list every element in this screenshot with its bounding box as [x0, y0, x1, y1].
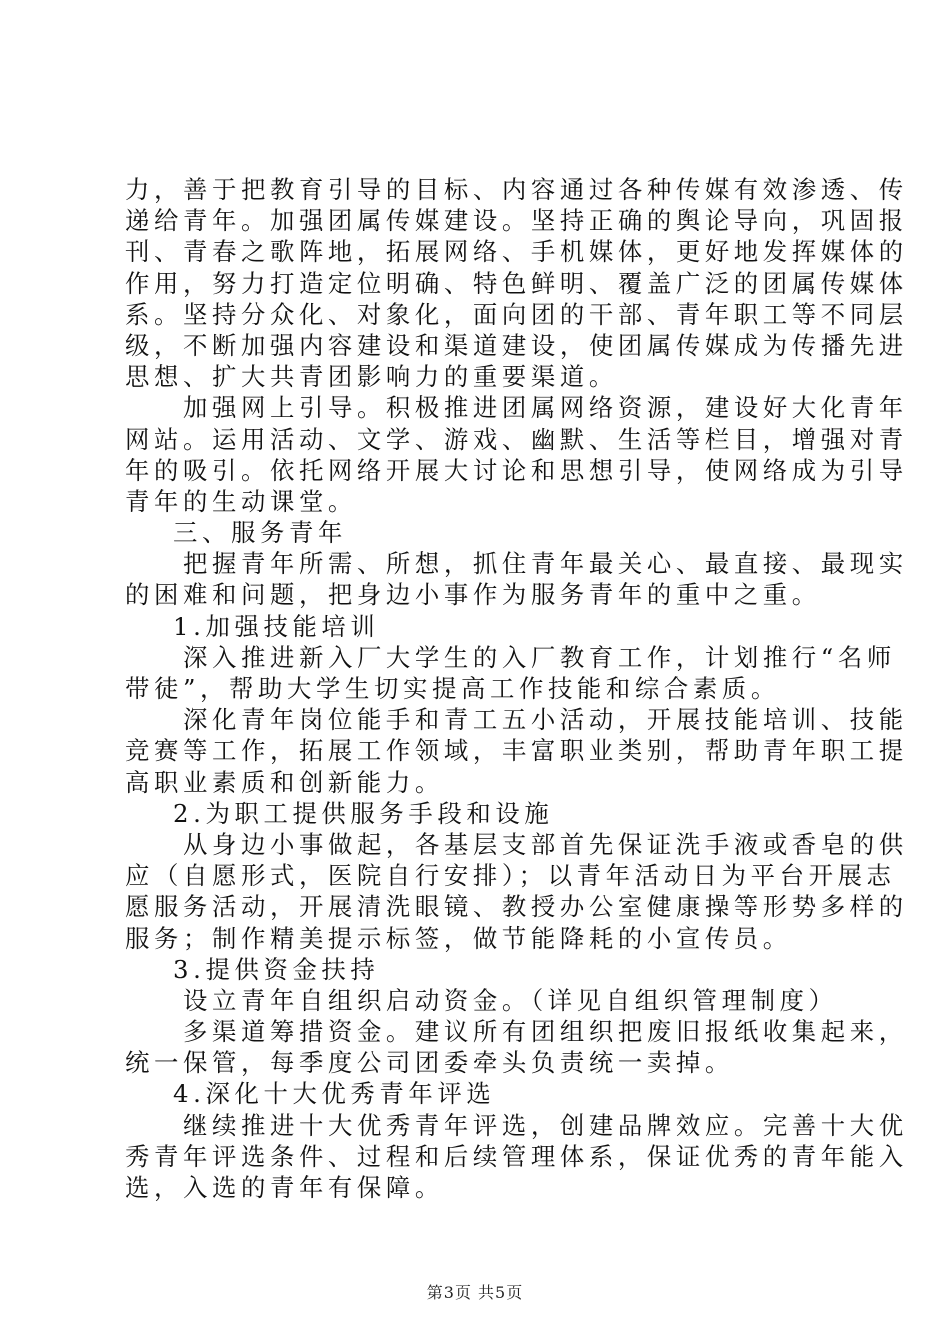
text-line: 作用，努力打造定位明确、特色鲜明、覆盖广泛的团属传媒体	[125, 268, 908, 298]
paragraph-skill-competitions	[125, 704, 908, 798]
text-line: 继续推进十大优秀青年评选，创建品牌效应。完善十大优	[183, 1110, 908, 1140]
paragraph-small-things	[125, 829, 908, 954]
text-line: 青年的生动课堂。	[125, 486, 357, 516]
paragraph-media-guidance	[125, 174, 908, 392]
text-line: 把握青年所需、所想，抓住青年最关心、最直接、最现实	[183, 549, 908, 579]
text-line: 带徒”，帮助大学生切实提高工作技能和综合素质。	[125, 674, 780, 703]
text-line: 高职业素质和创新能力。	[125, 767, 444, 797]
paragraph-new-graduates	[125, 642, 896, 704]
text-line: 的困难和问题，把身边小事作为服务青年的重中之重。	[125, 580, 821, 610]
paragraph-fundraising	[125, 1016, 908, 1078]
subheading-skill-training	[125, 611, 835, 642]
text-line: 深入推进新入厂大学生的入厂教育工作，计划推行“名师	[183, 642, 896, 672]
paragraph-online-guidance	[125, 392, 908, 517]
heading-text: 4.深化十大优秀青年评选	[173, 1079, 496, 1109]
heading-text: 1.加强技能培训	[173, 611, 380, 641]
document-body	[125, 174, 908, 1203]
text-line: 刊、青春之歌阵地，拓展网络、手机媒体，更好地发挥媒体的	[125, 237, 908, 267]
subheading-top-ten-youth	[125, 1078, 835, 1109]
subheading-funding-support	[125, 954, 835, 985]
text-line: 应（自愿形式，医院自行安排）；以青年活动日为平台开展志	[125, 861, 896, 891]
text-line: 系。坚持分众化、对象化，面向团的干部、青年职工等不同层	[125, 299, 908, 329]
text-line: 竞赛等工作，拓展工作领域，丰富职业类别，帮助青年职工提	[125, 736, 908, 766]
text-line: 思想、扩大共青团影响力的重要渠道。	[125, 362, 618, 392]
paragraph-startup-fund	[125, 985, 838, 1016]
text-line: 秀青年评选条件、过程和后续管理体系，保证优秀的青年能入	[125, 1141, 908, 1171]
text-line: 设立青年自组织启动资金。（详见自组织管理制度）	[183, 985, 838, 1015]
text-line: 服务；制作精美提示标签，做节能降耗的小宣传员。	[125, 923, 792, 953]
text-line: 级，不断加强内容建设和渠道建设，使团属传媒成为传播先进	[125, 330, 908, 360]
text-line: 愿服务活动，开展清洗眼镜、教授办公室健康操等形势多样的	[125, 892, 908, 922]
section-heading-serve-youth	[125, 517, 835, 548]
text-line: 年的吸引。依托网络开展大讨论和思想引导，使网络成为引导	[125, 455, 908, 485]
paragraph-serve-intro	[125, 548, 908, 610]
heading-text: 三、服务青年	[173, 518, 347, 548]
paragraph-top-ten-selection	[125, 1110, 908, 1204]
text-line: 从身边小事做起，各基层支部首先保证洗手液或香皂的供	[183, 829, 908, 859]
text-line: 加强网上引导。积极推进团属网络资源，建设好大化青年	[183, 393, 908, 423]
heading-text: 2.为职工提供服务手段和设施	[173, 798, 554, 828]
text-line: 多渠道筹措资金。建议所有团组织把废旧报纸收集起来，	[183, 1017, 908, 1047]
subheading-service-facilities	[125, 798, 835, 829]
text-line: 网站。运用活动、文学、游戏、幽默、生活等栏目，增强对青	[125, 424, 908, 454]
text-line: 统一保管，每季度公司团委牵头负责统一卖掉。	[125, 1048, 734, 1078]
text-line: 递给青年。加强团属传媒建设。坚持正确的舆论导向，巩固报	[125, 206, 908, 236]
text-line: 力，善于把教育引导的目标、内容通过各种传媒有效渗透、传	[125, 175, 908, 204]
text-line: 选，入选的青年有保障。	[125, 1173, 444, 1202]
heading-text: 3.提供资金扶持	[173, 954, 380, 984]
text-line: 深化青年岗位能手和青工五小活动，开展技能培训、技能	[183, 705, 908, 735]
page-number-footer: 第3页 共5页	[426, 1283, 524, 1302]
